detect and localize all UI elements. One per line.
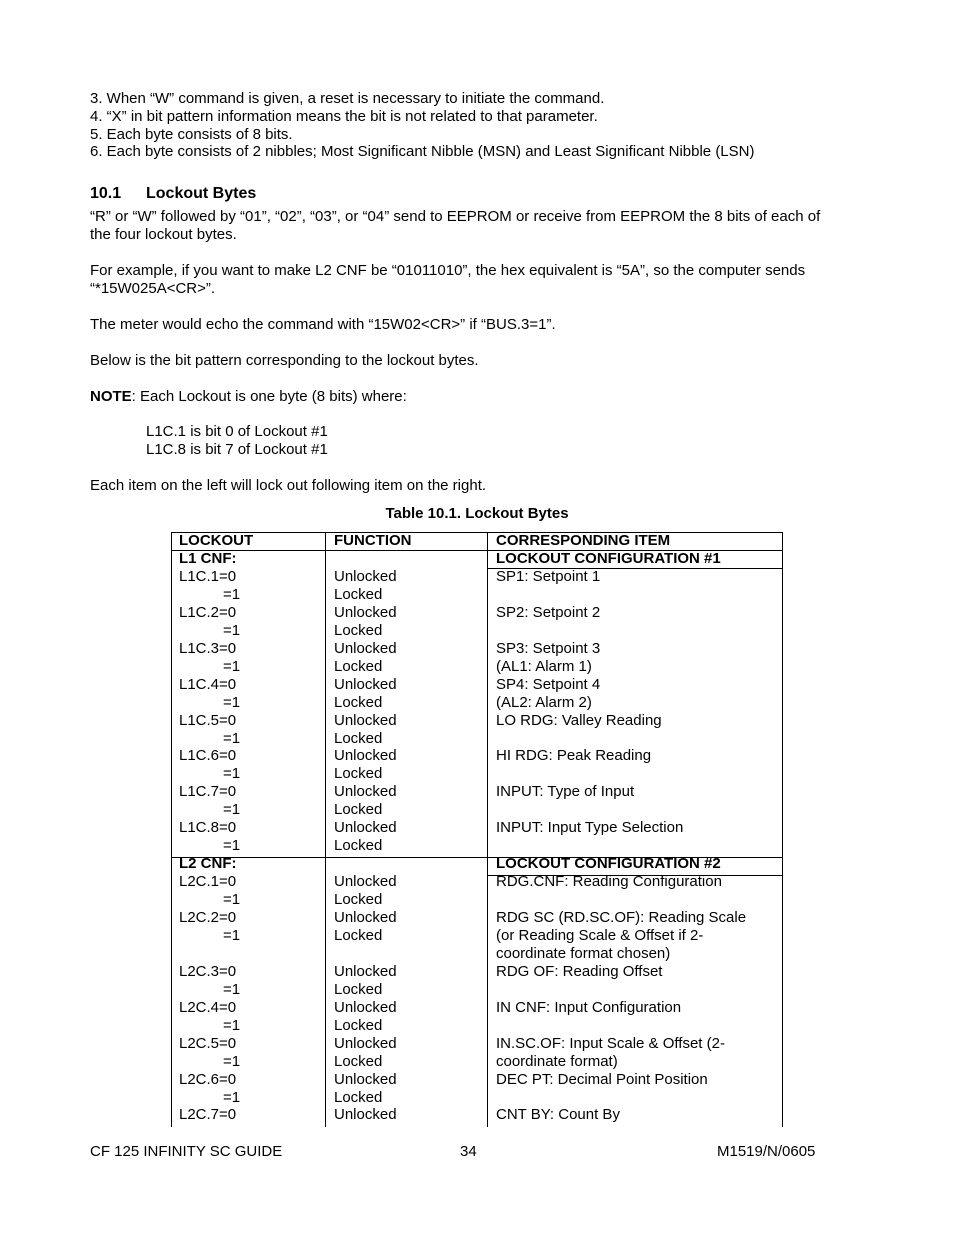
corresponding-item-cell: SP3: Setpoint 3	[496, 639, 601, 657]
note-label: NOTE	[90, 388, 132, 405]
corresponding-item-cell: (AL1: Alarm 1)	[496, 657, 592, 675]
table-header-function: FUNCTION	[334, 532, 412, 549]
indent-line-1: L1C.1 is bit 0 of Lockout #1	[146, 423, 328, 440]
function-cell: Locked	[334, 837, 383, 855]
lockout-cell: =1	[223, 621, 241, 639]
lockout-cell: =1	[223, 1088, 241, 1106]
corresponding-item-cell: (or Reading Scale & Offset if 2-	[496, 926, 704, 944]
footer-doc-code: M1519/N/0605	[717, 1143, 816, 1160]
lockout-cell: =1	[223, 926, 241, 944]
function-cell: Unlocked	[334, 998, 397, 1016]
function-cell: Locked	[334, 693, 383, 711]
function-cell: Unlocked	[334, 909, 397, 926]
paragraph-5: Each item on the left will lock out following item on the right.	[90, 477, 487, 494]
table-header-corresponding-item: CORRESPONDING ITEM	[496, 532, 671, 549]
function-cell: Unlocked	[334, 675, 397, 693]
section-title: Lockout Bytes	[146, 185, 257, 202]
function-cell: Locked	[334, 1052, 383, 1070]
section-heading	[90, 185, 256, 203]
lockout-cell: L2C.1=0	[179, 873, 237, 891]
table-caption: Table 10.1. Lockout Bytes	[385, 505, 569, 522]
function-cell: Unlocked	[334, 603, 397, 621]
function-cell: Unlocked	[334, 873, 397, 891]
table-border-right	[782, 532, 783, 1127]
table-border-left	[171, 532, 172, 1127]
lockout-cell: =1	[223, 980, 241, 998]
corresponding-item-cell: RDG.CNF: Reading Configuration	[496, 873, 722, 891]
function-cell: Unlocked	[334, 747, 397, 765]
table-border-top	[171, 532, 783, 533]
lockout-cell: L1 CNF:	[179, 550, 237, 567]
lockout-cell: L1C.5=0	[179, 711, 237, 729]
function-cell: Unlocked	[334, 962, 397, 980]
function-cell: Unlocked	[334, 1106, 397, 1124]
function-cell: Unlocked	[334, 567, 397, 585]
function-cell: Locked	[334, 621, 383, 639]
footer-page-number: 34	[460, 1143, 477, 1160]
lockout-cell: L1C.6=0	[179, 747, 237, 765]
lockout-cell: =1	[223, 801, 241, 819]
corresponding-item-cell: (AL2: Alarm 2)	[496, 693, 592, 711]
function-cell: Unlocked	[334, 639, 397, 657]
function-cell: Unlocked	[334, 1070, 397, 1088]
paragraph-3: The meter would echo the command with “15W02<CR>” if “BUS.3=1”.	[90, 316, 556, 333]
indent-line-2: L1C.8 is bit 7 of Lockout #1	[146, 441, 328, 458]
corresponding-item-cell: LOCKOUT CONFIGURATION #2	[496, 855, 721, 873]
function-cell: Locked	[334, 729, 383, 747]
corresponding-item-cell: IN CNF: Input Configuration	[496, 998, 682, 1016]
lockout-cell: L2C.6=0	[179, 1070, 237, 1088]
corresponding-item-cell: RDG SC (RD.SC.OF): Reading Scale	[496, 909, 747, 926]
lockout-cell: =1	[223, 1016, 241, 1034]
function-cell: Locked	[334, 1088, 383, 1106]
table-divider-1	[325, 532, 326, 1127]
paragraph-2-line-2: “*15W025A<CR>”.	[90, 280, 216, 297]
corresponding-item-cell: IN.SC.OF: Input Scale & Offset (2-	[496, 1034, 725, 1052]
function-cell: Locked	[334, 891, 383, 909]
note-item-5: 5. Each byte consists of 8 bits.	[90, 126, 293, 143]
lockout-cell: =1	[223, 585, 241, 603]
function-cell: Locked	[334, 801, 383, 819]
section-number: 10.1	[90, 185, 122, 202]
lockout-cell: L2 CNF:	[179, 855, 237, 873]
corresponding-item-cell: SP4: Setpoint 4	[496, 675, 601, 693]
table-divider-2	[487, 532, 488, 1127]
function-cell: Unlocked	[334, 1034, 397, 1052]
function-cell: Locked	[334, 657, 383, 675]
lockout-cell: L1C.2=0	[179, 603, 237, 621]
corresponding-item-cell: INPUT: Input Type Selection	[496, 819, 684, 837]
corresponding-item-cell: RDG OF: Reading Offset	[496, 962, 663, 980]
corresponding-item-cell: CNT BY: Count By	[496, 1106, 620, 1124]
lockout-cell: =1	[223, 891, 241, 909]
corresponding-item-cell: coordinate format)	[496, 1052, 618, 1070]
note-paragraph	[90, 388, 407, 406]
lockout-cell: L2C.7=0	[179, 1106, 237, 1124]
lockout-cell: L2C.2=0	[179, 909, 237, 926]
lockout-cell: =1	[223, 837, 241, 855]
note-item-3: 3. When “W” command is given, a reset is necessary to initiate the command.	[90, 90, 605, 107]
function-cell: Unlocked	[334, 711, 397, 729]
lockout-cell: L2C.5=0	[179, 1034, 237, 1052]
paragraph-2-line-1: For example, if you want to make L2 CNF be “01011010”, the hex equivalent is “5A”, so the computer sends	[90, 262, 806, 279]
corresponding-item-cell: LO RDG: Valley Reading	[496, 711, 662, 729]
footer-doc-title: CF 125 INFINITY SC GUIDE	[90, 1143, 283, 1160]
paragraph-1-line-2: the four lockout bytes.	[90, 226, 237, 243]
paragraph-1-line-1: “R” or “W” followed by “01”, “02”, “03”, or “04” send to EEPROM or receive from EEPROM the 8 bits of each of	[90, 208, 821, 225]
lockout-table	[171, 532, 783, 1127]
corresponding-item-cell: DEC PT: Decimal Point Position	[496, 1070, 708, 1088]
note-item-4: 4. “X” in bit pattern information means the bit is not related to that parameter.	[90, 108, 598, 125]
function-cell: Locked	[334, 765, 383, 783]
lockout-cell: =1	[223, 657, 241, 675]
lockout-cell: =1	[223, 693, 241, 711]
paragraph-4: Below is the bit pattern corresponding to the lockout bytes.	[90, 352, 479, 369]
lockout-cell: L1C.3=0	[179, 639, 237, 657]
function-cell: Locked	[334, 585, 383, 603]
lockout-cell: =1	[223, 729, 241, 747]
note-text: : Each Lockout is one byte (8 bits) where:	[131, 388, 407, 405]
corresponding-item-cell: LOCKOUT CONFIGURATION #1	[496, 550, 721, 567]
corresponding-item-cell: SP2: Setpoint 2	[496, 603, 601, 621]
lockout-cell: L1C.4=0	[179, 675, 237, 693]
function-cell: Unlocked	[334, 783, 397, 801]
function-cell: Locked	[334, 1016, 383, 1034]
corresponding-item-cell: HI RDG: Peak Reading	[496, 747, 652, 765]
table-header-lockout: LOCKOUT	[179, 532, 254, 549]
note-item-6: 6. Each byte consists of 2 nibbles; Most Significant Nibble (MSN) and Least Significant Nibble (LSN)	[90, 143, 755, 160]
function-cell: Unlocked	[334, 819, 397, 837]
corresponding-item-cell: coordinate format chosen)	[496, 944, 671, 962]
lockout-cell: =1	[223, 765, 241, 783]
lockout-cell: L1C.7=0	[179, 783, 237, 801]
function-cell: Locked	[334, 980, 383, 998]
corresponding-item-cell: INPUT: Type of Input	[496, 783, 635, 801]
lockout-cell: L2C.3=0	[179, 962, 237, 980]
function-cell: Locked	[334, 926, 383, 944]
lockout-cell: L1C.8=0	[179, 819, 237, 837]
lockout-cell: L2C.4=0	[179, 998, 237, 1016]
corresponding-item-cell: SP1: Setpoint 1	[496, 567, 601, 585]
lockout-cell: L1C.1=0	[179, 567, 237, 585]
lockout-cell: =1	[223, 1052, 241, 1070]
